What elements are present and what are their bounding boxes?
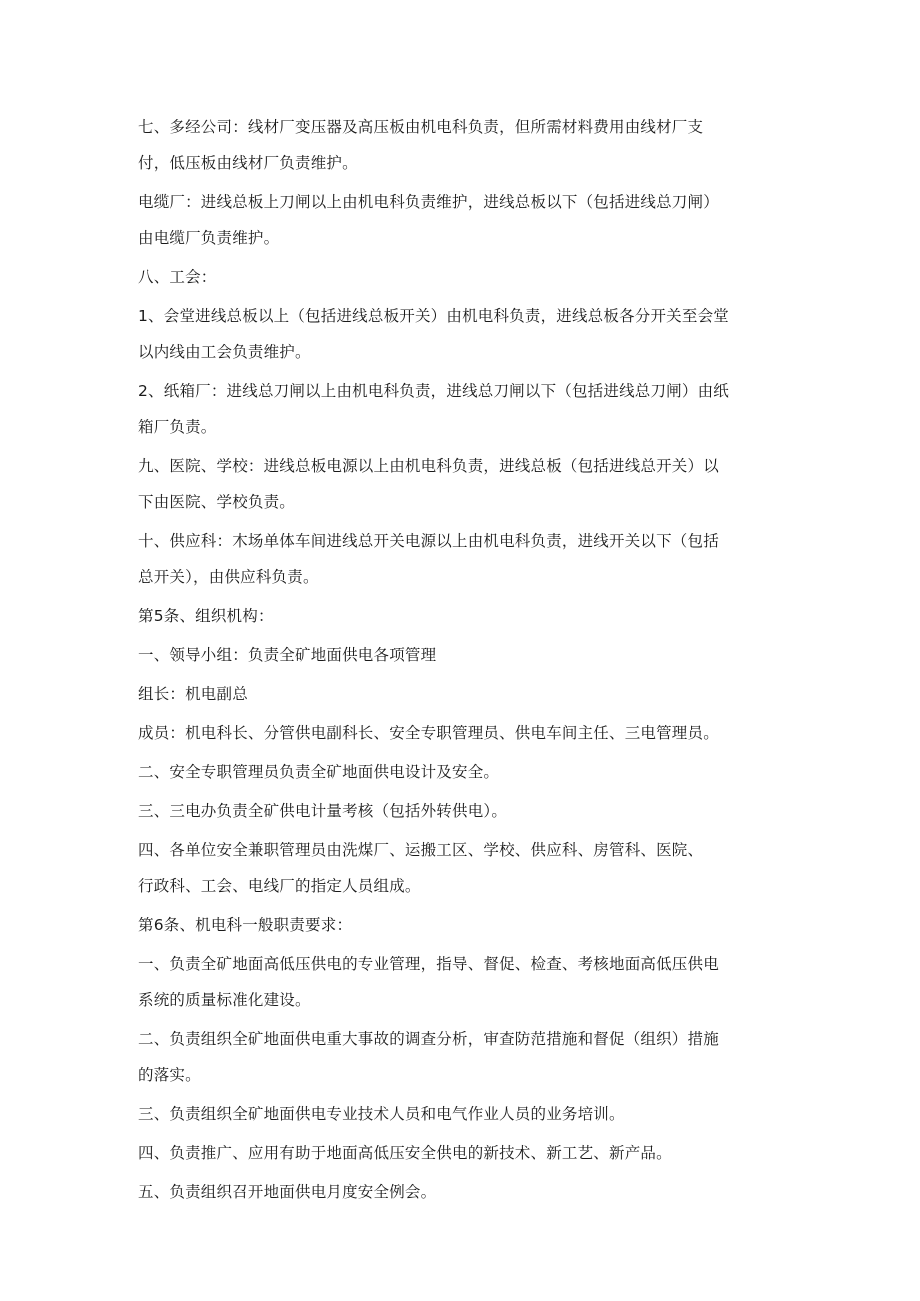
text-line: 十、供应科：木场单体车间进线总开关电源以上由机电科负责，进线开关以下（包括 [138, 532, 719, 550]
text-line: 下由医院、学校负责。 [138, 493, 296, 511]
text-line: 成员：机电科长、分管供电副科长、安全专职管理员、供电车间主任、三电管理员。 [138, 724, 719, 742]
text-line: 以内线由工会负责维护。 [138, 343, 311, 361]
text-line: 1、会堂进线总板以上（包括进线总板开关）由机电科负责，进线总板各分开关至会堂 [138, 307, 729, 325]
text-line: 电缆厂：进线总板上刀闸以上由机电科负责维护，进线总板以下（包括进线总刀闸） [138, 193, 719, 211]
text-line: 二、安全专职管理员负责全矿地面供电设计及安全。 [138, 763, 500, 781]
text-line: 四、各单位安全兼职管理员由洗煤厂、运搬工区、学校、供应科、房管科、医院、 [138, 841, 704, 859]
text-line: 由电缆厂负责维护。 [138, 229, 280, 247]
text-line: 九、医院、学校：进线总板电源以上由机电科负责，进线总板（包括进线总开关）以 [138, 457, 719, 475]
text-line: 一、领导小组：负责全矿地面供电各项管理 [138, 646, 437, 664]
text-line: 付，低压板由线材厂负责维护。 [138, 154, 358, 172]
text-line: 的落实。 [138, 1066, 201, 1084]
text-line: 七、多经公司：线材厂变压器及高压板由机电科负责，但所需材料费用由线材厂支 [138, 118, 704, 136]
text-line: 行政科、工会、电线厂的指定人员组成。 [138, 877, 421, 895]
text-line: 五、负责组织召开地面供电月度安全例会。 [138, 1183, 437, 1201]
text-line: 2、纸箱厂：进线总刀闸以上由机电科负责，进线总刀闸以下（包括进线总刀闸）由纸 [138, 382, 729, 400]
text-line: 三、三电办负责全矿供电计量考核（包括外转供电）。 [138, 802, 508, 820]
text-line: 四、负责推广、应用有助于地面高低压安全供电的新技术、新工艺、新产品。 [138, 1144, 672, 1162]
text-line: 二、负责组织全矿地面供电重大事故的调查分析，审查防范措施和督促（组织）措施 [138, 1030, 719, 1048]
document-body [138, 112, 788, 1216]
text-line: 总开关），由供应科负责。 [138, 568, 319, 586]
text-line: 组长：机电副总 [138, 685, 248, 703]
section-heading: 第5条、组织机构： [138, 607, 274, 625]
section-heading: 第6条、机电科一般职责要求： [138, 916, 353, 934]
text-line: 三、负责组织全矿地面供电专业技术人员和电气作业人员的业务培训。 [138, 1105, 625, 1123]
text-line: 一、负责全矿地面高低压供电的专业管理，指导、督促、检查、考核地面高低压供电 [138, 955, 719, 973]
text-line: 系统的质量标准化建设。 [138, 991, 311, 1009]
text-line: 箱厂负责。 [138, 418, 217, 436]
text-line: 八、工会： [138, 268, 217, 286]
